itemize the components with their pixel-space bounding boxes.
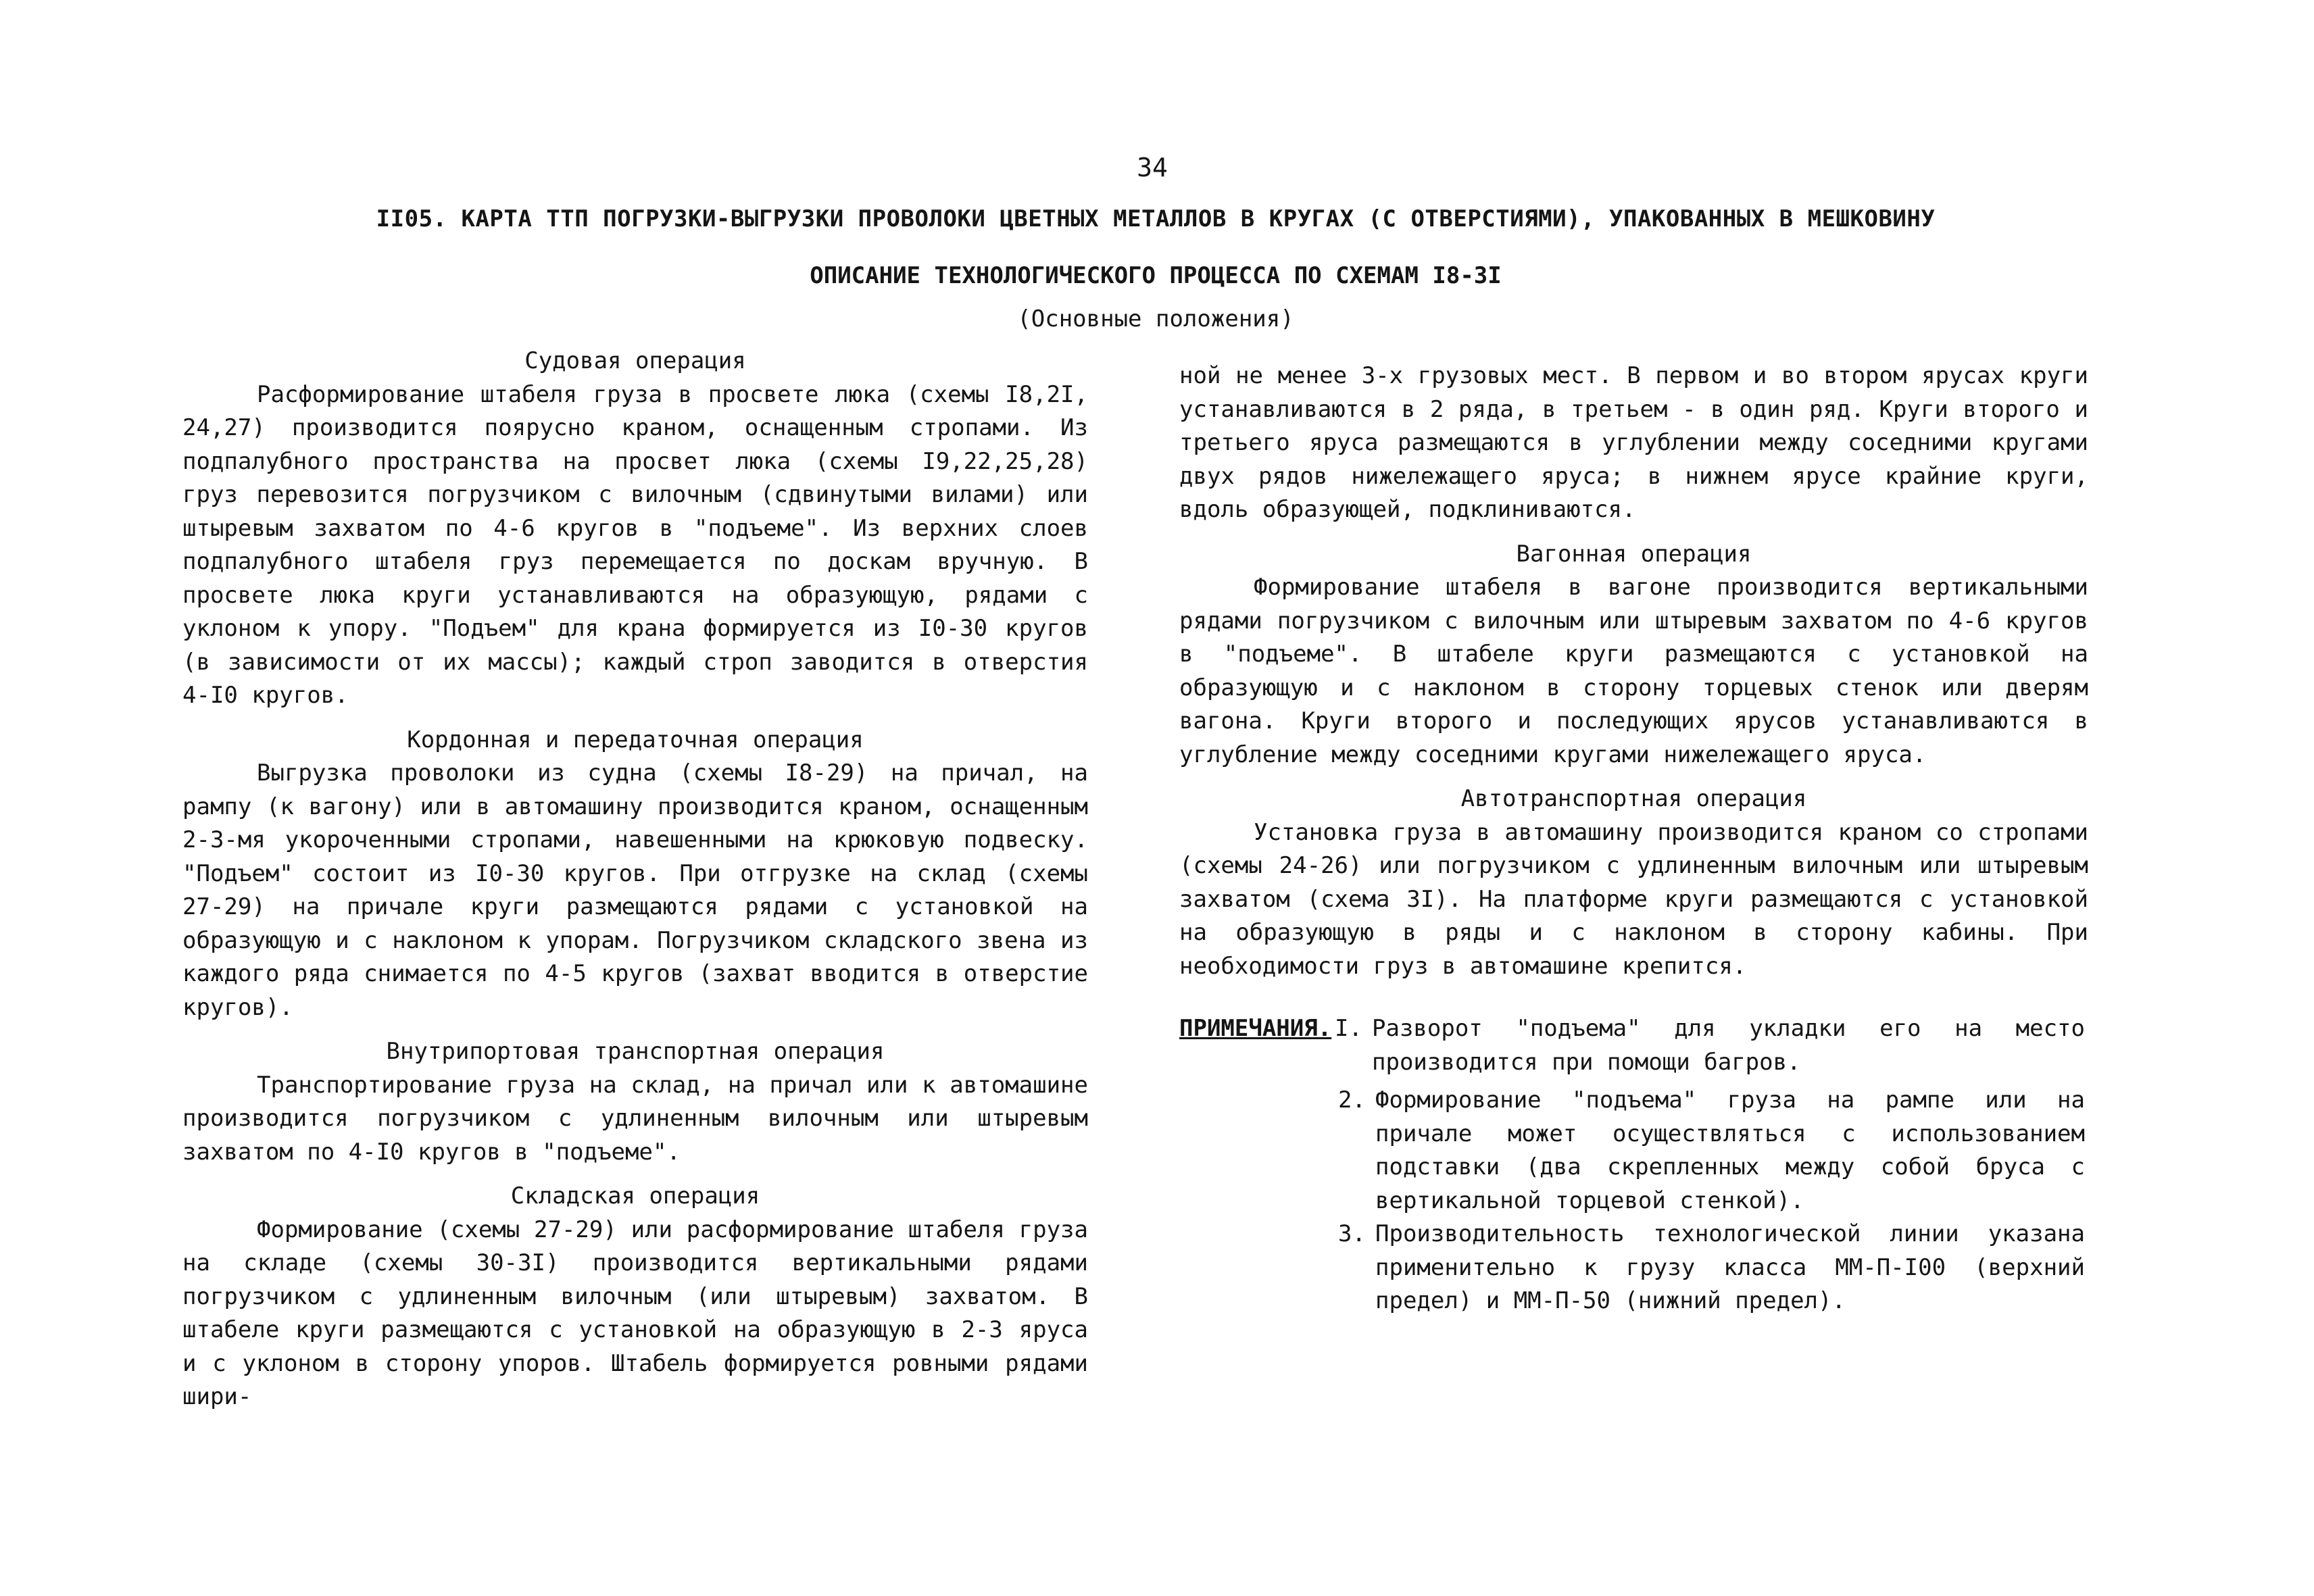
paragraph-ship-operation: Расформирование штабеля груза в просвете люка (схемы I8,2I, 24,27) производится поярусно краном, оснащенным стропами. Из подпалубного пространства на просвет люка (схемы I9,22,25,28) груз перевозится погрузчиком с вилочным (сдвинутыми вилами) или штыревым захватом по 4-6 кругов в "подъеме". Из верхних слоев подпалубного штабеля груз перемещается по доскам вручную. В просвете люка круги устанавливаются на образующую, рядами с уклоном к упору. "Подъем" для крана формируется из I0-30 кругов (в зависимости от их массы); каждый строп заводится в отверстия 4-I0 кругов. [182,380,1088,709]
note-number: 3. [1338,1220,1366,1247]
heading-inport-transport: Внутрипортовая транспортная операция [386,1038,885,1065]
heading-ship-operation: Судовая операция [524,347,746,374]
paragraph-warehouse-operation: Формирование (схемы 27-29) или расформирование штабеля груза на складе (схемы 30-3I) производится вертикальными рядами погрузчиком с удлиненным вилочным (или штыревым) захватом. В штабеле круги размещаются с установкой на образующую в 2-3 яруса и с уклоном в сторону упоров. Штабель формируется ровными рядами шири- [182,1216,1088,1410]
note-text: Разворот "подъема" для укладки его на место производится при помощи багров. [1372,1015,2085,1076]
section-subtitle: (Основные положения) [1017,305,1294,332]
left-column [182,345,1088,1414]
note-text: Формирование "подъема" груза на рампе или на причале может осуществляться с использованием подставки (два скрепленных между собой бруса с вертикальной торцевой стенкой). [1375,1087,2085,1214]
paragraph-wagon-operation: Формирование штабеля в вагоне производится вертикальными рядами погрузчиком с вилочным или штыревым захватом по 4-6 кругов в "подъеме". В штабеле круги размещаются с установкой на образующую и с наклоном в сторону торцевых стенок или дверям вагона. Круги второго и последующих ярусов устанавливаются в углубление между соседними кругами нижележащего яруса. [1179,574,2088,768]
paragraph-inport-transport: Транспортирование груза на склад, на причал или к автомашине производится погрузчиком с удлиненным вилочным или штыревым захватом по 4-I0 кругов в "подъеме". [182,1071,1088,1166]
note-item [1338,1218,2085,1318]
notes-label: ПРИМЕЧАНИЯ. [1179,1015,1332,1042]
paragraph-truck-operation: Установка груза в автомашину производится краном со стропами (схемы 24-26) или погрузчиком с удлиненным вилочным или штыревым захватом (схема 3I). На платформе круги размещаются с установкой на образующую в ряды и с наклоном в сторону кабины. При необходимости груз в автомашине крепится. [1179,818,2088,980]
section-title: ОПИСАНИЕ ТЕХНОЛОГИЧЕСКОГО ПРОЦЕССА ПО СХЕМАМ I8-3I [810,262,1502,289]
heading-wagon-operation: Вагонная операция [1516,540,1752,568]
heading-truck-operation: Автотранспортная операция [1460,785,1807,812]
page-title: II05. КАРТА ТТП ПОГРУЗКИ-ВЫГРУЗКИ ПРОВОЛОКИ ЦВЕТНЫХ МЕТАЛЛОВ В КРУГАХ (С ОТВЕРСТИЯМИ), УПАКОВАННЫХ В МЕШКОВИНУ [376,205,1936,232]
note-number: I. [1335,1015,1362,1042]
right-column [1179,359,2088,983]
note-item [1338,1084,2085,1218]
heading-cordon-operation: Кордонная и передаточная операция [407,726,864,753]
paragraph-warehouse-continued: ной не менее 3-х грузовых мест. В первом и во втором ярусах круги устанавливаются в 2 ряда, в третьем - в один ряд. Круги второго и третьего яруса размещаются в углублении между соседними кругами двух рядов нижележащего яруса; в нижнем ярусе крайние круги, вдоль образующей, подклиниваются. [1179,362,2088,523]
note-number: 2. [1338,1087,1366,1114]
heading-warehouse-operation: Складская операция [510,1182,760,1210]
page-number: 34 [1137,153,1168,182]
note-item [1335,1012,2085,1079]
paragraph-cordon-operation: Выгрузка проволоки из судна (схемы I8-29) на причал, на рампу (к вагону) или в автомашину производится краном, оснащенным 2-3-мя укороченными стропами, навешенными на крюковую подвеску. "Подъем" состоит из I0-30 кругов. При отгрузке на склад (схемы 27-29) на причале круги размещаются рядами с установкой на образующую и с наклоном к упорам. Погрузчиком складского звена из каждого ряда снимается по 4-5 кругов (захват вводится в отверстие кругов). [182,759,1088,1021]
note-text: Производительность технологической линии указана применительно к грузу класса ММ-П-I00 (верхний предел) и ММ-П-50 (нижний предел). [1375,1220,2085,1314]
